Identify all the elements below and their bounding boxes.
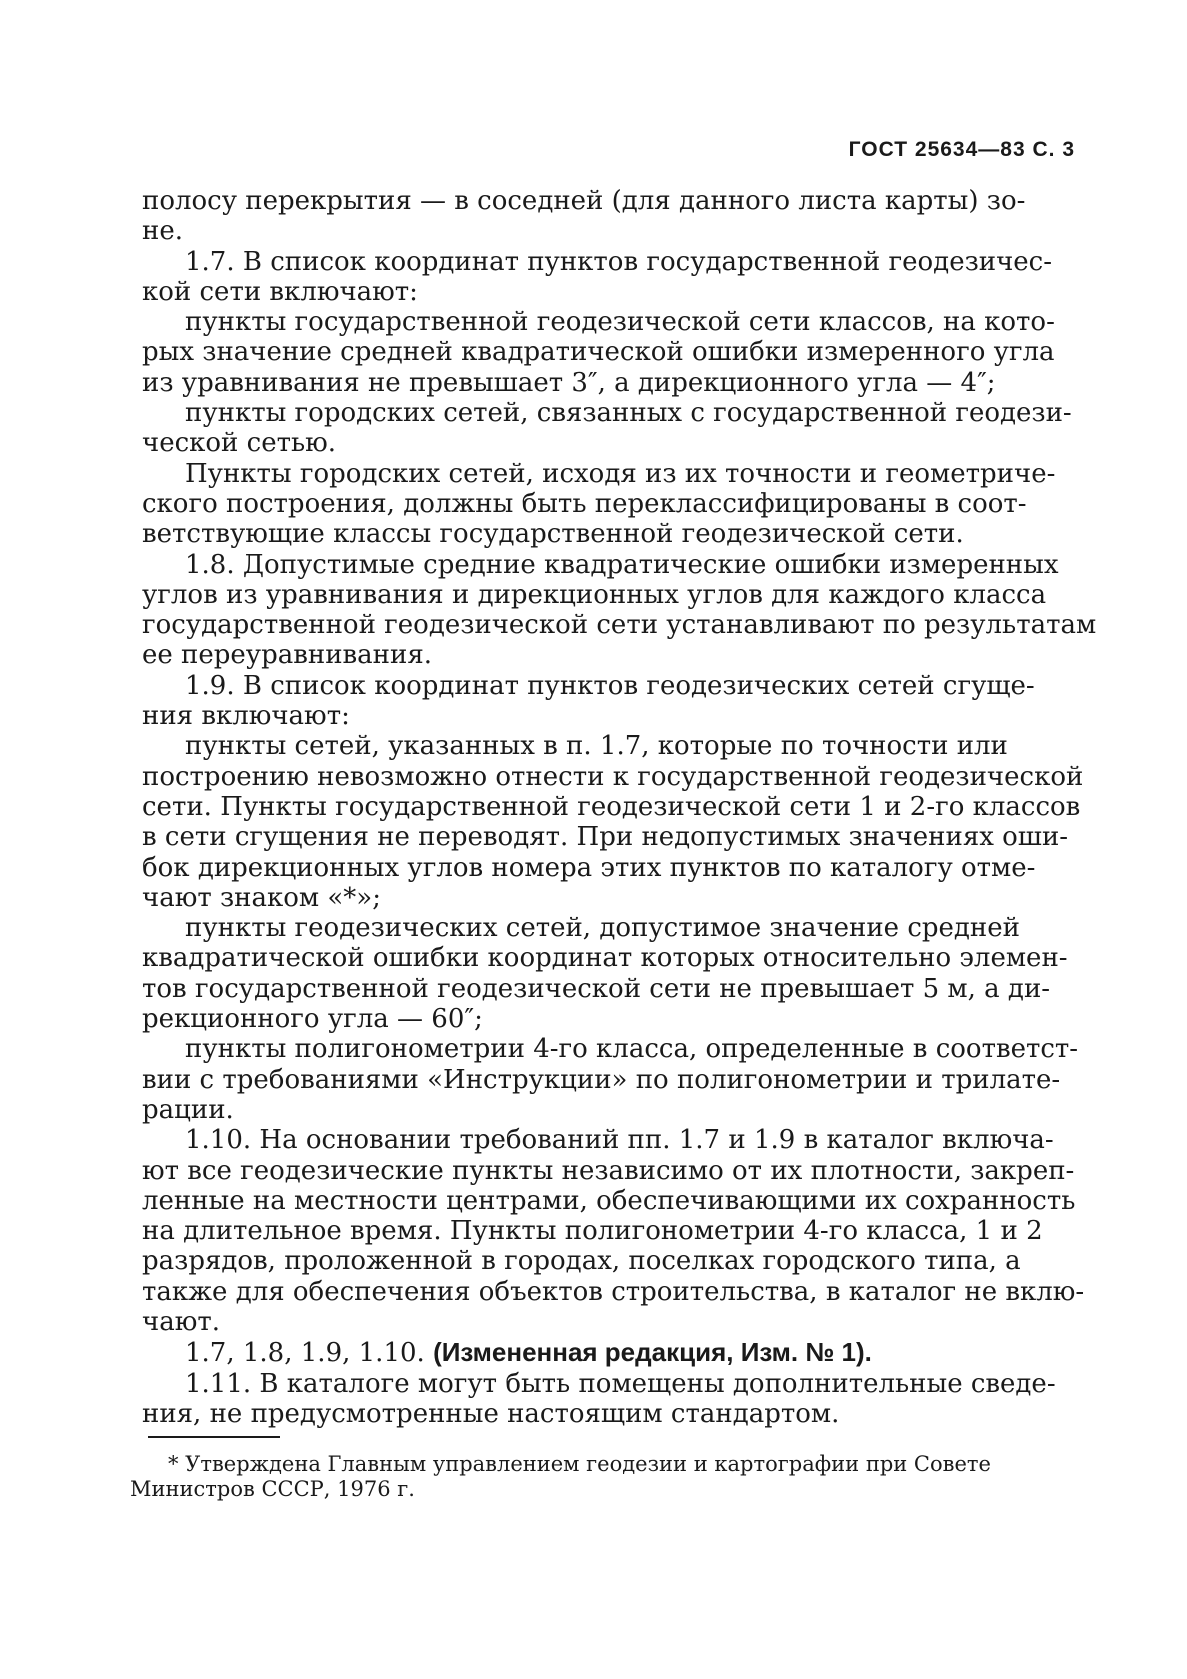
text-line: пункты городских сетей, связанных с государственной геодези- [185,398,1072,429]
text-line: на длительное время. Пункты полигонометрии 4-го класса, 1 и 2 [142,1216,1043,1247]
text-line: государственной геодезической сети устанавливают по результатам [142,610,1097,641]
footnote-line: Министров СССР, 1976 г. [130,1477,415,1501]
text-line: разрядов, проложенной в городах, поселках городского типа, а [142,1246,1021,1277]
text-line: 1.9. В список координат пунктов геодезических сетей сгуще- [185,670,1035,701]
amendment-note: (Измененная редакция, Изм. № 1). [433,1337,872,1368]
text-line: чают знаком «*»; [142,882,381,913]
text-line: 1.8. Допустимые средние квадратические ошибки измеренных [185,549,1059,580]
text-line: 1.7. В список координат пунктов государственной геодезичес- [185,246,1053,277]
text-line: ческой сетью. [142,428,337,459]
text-line: чают. [142,1306,220,1337]
text-line: ленные на местности центрами, обеспечивающими их сохранность [142,1185,1076,1216]
text-line: пункты государственной геодезической сети классов, на кото- [185,307,1055,338]
text-line: рекционного угла — 60″; [142,1004,483,1035]
text-line: ее переуравнивания. [142,640,432,671]
text-line: пункты полигонометрии 4-го класса, определенные в соответст- [185,1034,1079,1065]
document-body [142,186,1097,1429]
text-line: 1.11. В каталоге могут быть помещены дополнительные сведе- [185,1368,1056,1399]
text-line: в сети сгущения не переводят. При недопустимых значениях оши- [142,822,1069,853]
text-line: кой сети включают: [142,276,418,307]
text-line: ния, не предусмотренные настоящим стандартом. [142,1398,840,1429]
text-line: пункты геодезических сетей, допустимое значение средней [185,913,1020,944]
footnote-divider [148,1436,280,1438]
text-line: тов государственной геодезической сети не превышает 5 м, а ди- [142,973,1051,1004]
text-line: Пункты городских сетей, исходя из их точности и геометриче- [185,458,1056,489]
text-line: ветствующие классы государственной геодезической сети. [142,519,964,550]
text-line: бок дирекционных углов номера этих пунктов по каталогу отме- [142,852,1036,883]
text-line: из уравнивания не превышает 3″, а дирекционного угла — 4″; [142,367,996,398]
page-header: ГОСТ 25634—83 С. 3 [848,138,1075,161]
text-line: ского построения, должны быть переклассифицированы в соот- [142,488,1027,519]
text-line: полосу перекрытия — в соседней (для данного листа карты) зо- [142,186,1026,216]
text-line: ют все геодезические пункты независимо от их плотности, закреп- [142,1155,1075,1186]
text-line: ния включают: [142,701,350,732]
text-line: построению невозможно отнести к государственной геодезической [142,761,1084,792]
text-line: пункты сетей, указанных в п. 1.7, которые по точности или [185,731,1008,762]
footnote [130,1452,1080,1502]
text-line: углов из уравнивания и дирекционных углов для каждого класса [142,579,1047,610]
text-line: рых значение средней квадратической ошибки измеренного угла [142,337,1055,368]
text-line: также для обеспечения объектов строительства, в каталог не вклю- [142,1276,1085,1307]
text-line: вии с требованиями «Инструкции» по полигонометрии и трилате- [142,1064,1061,1095]
text-line: сети. Пункты государственной геодезической сети 1 и 2-го классов [142,791,1081,822]
text-line: рации. [142,1094,234,1125]
text-line: 1.10. На основании требований пп. 1.7 и 1.9 в каталог включа- [185,1125,1054,1156]
text-line: квадратической ошибки координат которых относительно элемен- [142,943,1068,974]
amendment-line [142,1337,1072,1368]
footnote-line: * Утверждена Главным управлением геодезии и картографии при Совете [168,1452,991,1476]
text-line: не. [142,216,183,247]
amendment-clauses: 1.7, 1.8, 1.9, 1.10. [185,1338,425,1369]
